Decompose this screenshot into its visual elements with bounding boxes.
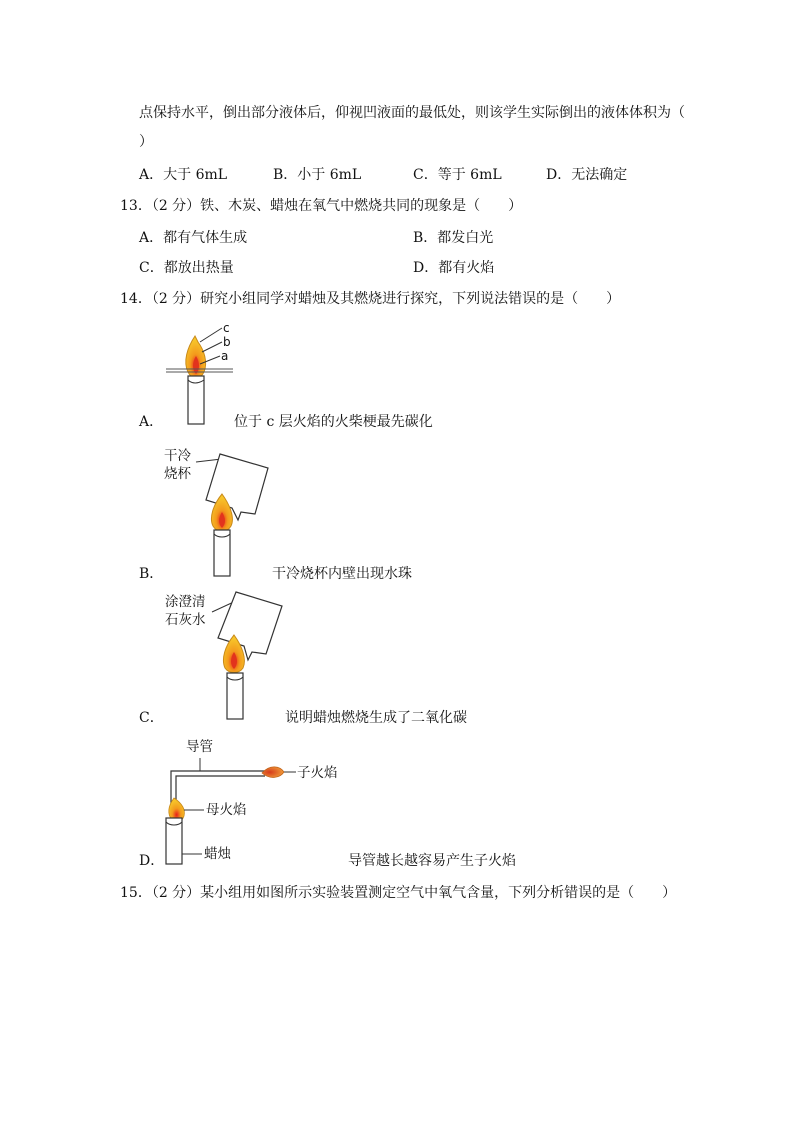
candle-label: 蜡烛 [204, 846, 231, 862]
q14-option-c-text: 说明蜡烛燃烧生成了二氧化碳 [285, 710, 467, 726]
question-text: （2 分）铁、木炭、蜡烛在氧气中燃烧共同的现象是（ ） [151, 198, 523, 214]
child-flame [262, 767, 284, 778]
q14-option-c-label: C． [139, 710, 164, 726]
option-label: C． [413, 167, 438, 183]
q14-option-a-label: A． [139, 414, 164, 430]
candle-figure-b [196, 454, 268, 576]
beaker-label-line2: 烧杯 [164, 466, 191, 482]
layer-label-b: b [223, 335, 231, 349]
option-label: D． [413, 260, 439, 276]
beaker-label-line1: 干冷 [164, 448, 191, 464]
option-label: B． [273, 167, 298, 183]
child-flame-label: 子火焰 [297, 765, 338, 781]
layer-label-a: a [221, 349, 229, 363]
question-number: 14． [120, 291, 152, 307]
q15-stem [120, 884, 676, 902]
mother-flame-label: 母火焰 [206, 802, 247, 818]
option-text: 都有气体生成 [163, 230, 248, 246]
option-text: 都发白光 [437, 230, 494, 246]
option-label: C． [139, 260, 164, 276]
q12-stem-close: ） [139, 134, 153, 150]
option-text: 都有火焰 [438, 260, 495, 276]
option-text: 等于 6mL [437, 167, 502, 183]
question-number: 13． [120, 198, 152, 214]
leader-c [200, 328, 222, 342]
q14-option-d-text: 导管越长越容易产生子火焰 [348, 853, 516, 869]
option-text: 小于 6mL [297, 167, 362, 183]
q12-stem-tail: 点保持水平，倒出部分液体后，仰视凹液面的最低处，则该学生实际倒出的液体体积为（ [139, 105, 685, 121]
question-text: （2 分）研究小组同学对蜡烛及其燃烧进行探究，下列说法错误的是（ ） [151, 291, 621, 307]
q14-option-b-label: B． [139, 566, 164, 582]
question-number: 15． [120, 885, 152, 901]
beaker-label-line2: 石灰水 [165, 612, 206, 628]
option-label: B． [413, 230, 438, 246]
q14-option-d-label: D． [139, 853, 165, 869]
beaker-label-line1: 涂澄清 [165, 594, 206, 610]
option-text: 都放出热量 [163, 260, 234, 276]
layer-label-c: c [223, 321, 230, 335]
option-label: A． [139, 230, 164, 246]
leader-b [202, 342, 222, 352]
q14-option-b-text: 干冷烧杯内壁出现水珠 [272, 566, 412, 582]
q14-option-a-text: 位于 c 层火焰的火柴梗最先碳化 [234, 414, 433, 430]
question-text: （2 分）某小组用如图所示实验装置测定空气中氧气含量，下列分析错误的是（ ） [151, 885, 677, 901]
option-label: D． [546, 167, 572, 183]
option-text: 大于 6mL [163, 167, 228, 183]
tube-label: 导管 [186, 739, 213, 755]
candle-figure-c [212, 592, 282, 719]
option-text: 无法确定 [571, 167, 628, 183]
option-label: A． [139, 167, 164, 183]
